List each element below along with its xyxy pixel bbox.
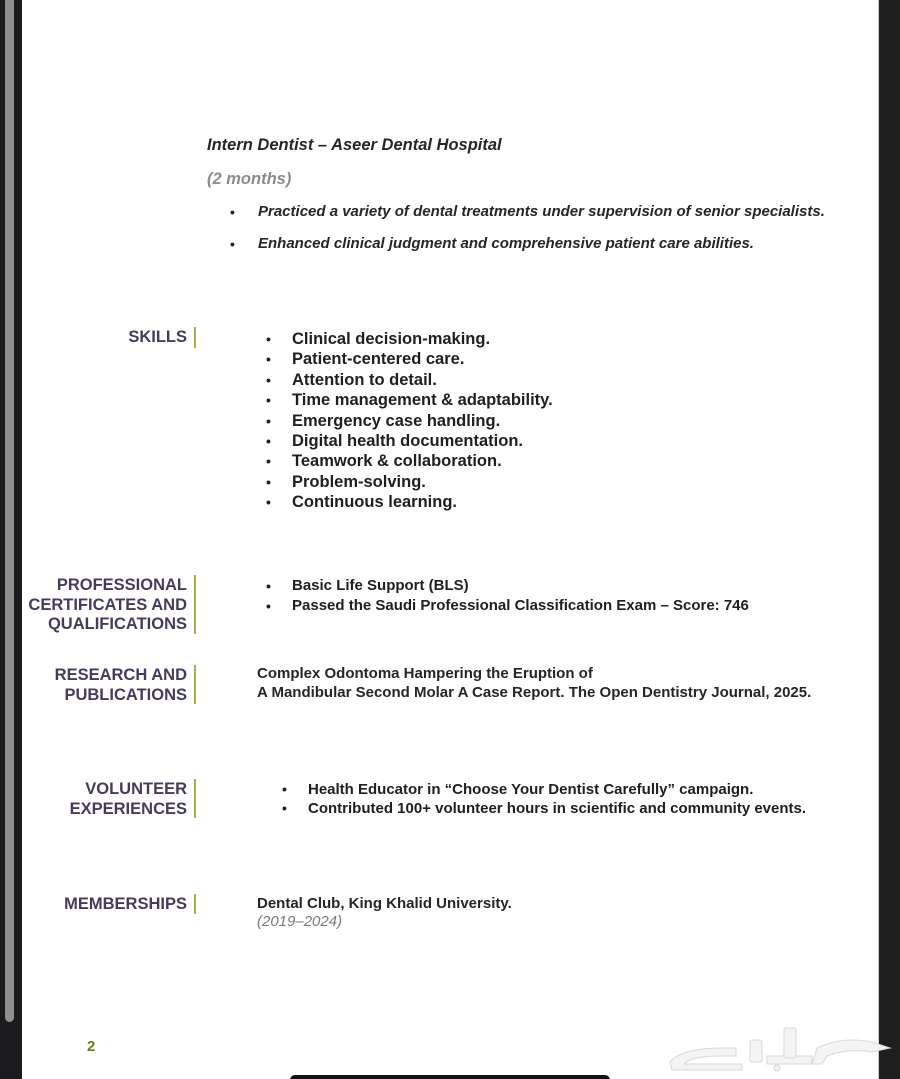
job-duration: (2 months) <box>207 170 292 188</box>
section-label-certificates: PROFESSIONAL CERTIFICATES AND QUALIFICATIONS <box>28 576 187 633</box>
vertical-scrollbar[interactable] <box>5 0 14 1022</box>
volunteer-list <box>282 780 806 818</box>
skill-item: • Time management & adaptability. <box>266 391 553 410</box>
certificate-item: • Basic Life Support (BLS) <box>266 577 469 594</box>
volunteer-item: • Health Educator in “Choose Your Dentist Carefully” campaign. <box>282 781 754 798</box>
home-indicator[interactable] <box>290 1075 610 1079</box>
bullet-icon: • <box>230 204 235 220</box>
skill-item: • Emergency case handling. <box>266 411 501 430</box>
membership-years: (2019–2024) <box>257 913 343 930</box>
bullet-icon: • <box>282 800 287 816</box>
section-label-research: RESEARCH AND PUBLICATIONS <box>54 666 187 704</box>
certificate-item: • Passed the Saudi Professional Classification Exam – Score: 746 <box>266 597 749 614</box>
job-bullet: • Enhanced clinical judgment and comprehensive patient care abilities. <box>230 235 754 252</box>
viewer-right-margin <box>878 0 900 1079</box>
bullet-icon: • <box>266 578 271 594</box>
section-label-volunteer: VOLUNTEER EXPERIENCES <box>69 780 187 818</box>
bullet-icon: • <box>266 331 271 347</box>
bullet-icon: • <box>266 351 271 368</box>
bullet-icon: • <box>266 453 271 470</box>
publication-citation: Complex Odontoma Hampering the Eruption of A Mandibular Second Molar A Case Report. The Open Dentistry Journal, 2025. <box>257 665 812 701</box>
bullet-icon: • <box>282 781 287 797</box>
skills-list <box>266 329 553 513</box>
skill-item: • Clinical decision-making. <box>266 330 491 348</box>
section-divider <box>194 575 196 634</box>
bullet-icon: • <box>266 433 271 450</box>
bullet-icon: • <box>266 392 271 409</box>
section-divider <box>194 327 196 348</box>
section-divider <box>194 779 196 818</box>
skill-item: • Digital health documentation. <box>266 432 524 451</box>
section-label-memberships: MEMBERSHIPS <box>64 895 187 913</box>
watermark-logo-icon <box>662 1018 892 1073</box>
membership-name: Dental Club, King Khalid University. <box>257 895 512 912</box>
job-bullet: • Practiced a variety of dental treatments under supervision of senior specialists. <box>230 203 825 220</box>
skill-item: • Problem-solving. <box>266 472 426 491</box>
job-title: Intern Dentist – Aseer Dental Hospital <box>207 136 502 154</box>
bullet-icon: • <box>266 494 271 511</box>
bullet-icon: • <box>266 473 271 490</box>
page-number: 2 <box>87 1038 96 1055</box>
section-divider <box>194 665 196 704</box>
section-label-skills: SKILLS <box>128 328 187 346</box>
bullet-icon: • <box>266 598 271 614</box>
skill-item: • Continuous learning. <box>266 493 457 512</box>
resume-page <box>22 0 878 1079</box>
skill-item: • Patient-centered care. <box>266 350 465 369</box>
job-bullet-list <box>230 202 825 266</box>
bullet-icon: • <box>266 412 271 429</box>
volunteer-item: • Contributed 100+ volunteer hours in scientific and community events. <box>282 800 807 817</box>
section-divider <box>194 894 196 914</box>
bullet-icon: • <box>266 371 271 388</box>
certificates-list <box>266 576 749 616</box>
skill-item: • Teamwork & collaboration. <box>266 452 502 471</box>
bullet-icon: • <box>230 236 235 252</box>
skill-item: • Attention to detail. <box>266 370 437 389</box>
